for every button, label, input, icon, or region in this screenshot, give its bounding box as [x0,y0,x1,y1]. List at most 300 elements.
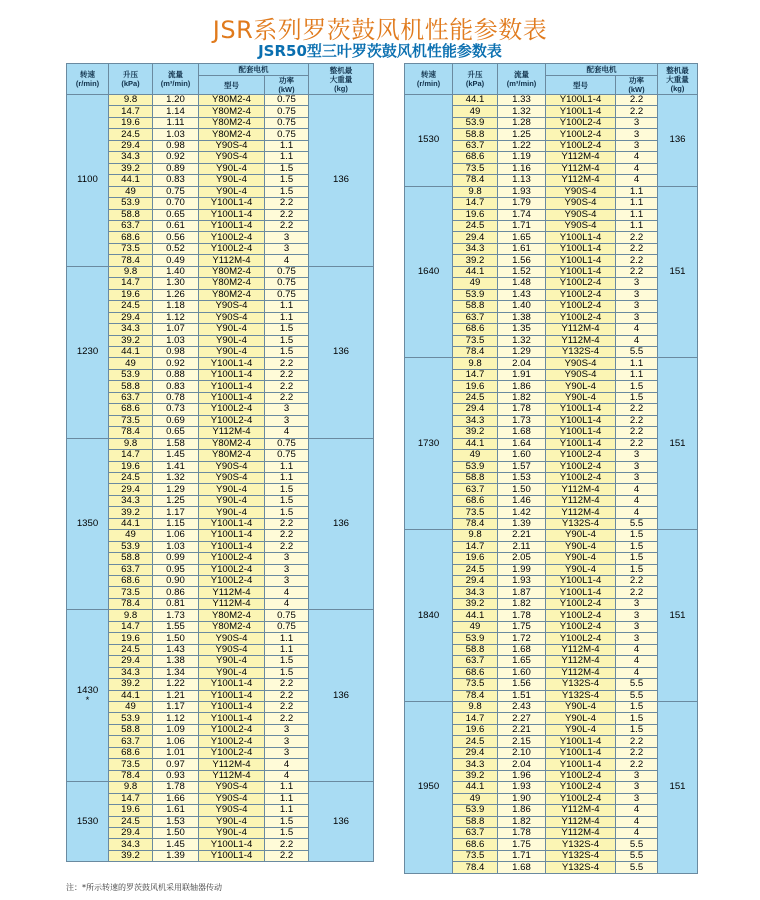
motor-power-cell: 1.1 [265,472,309,483]
pressure-cell: 34.3 [109,324,153,335]
pressure-cell: 24.5 [453,736,498,747]
motor-power-cell: 1.1 [265,633,309,644]
motor-power-cell: 1.1 [265,644,309,655]
motor-power-cell: 3 [265,243,309,254]
motor-model-cell: Y100L2-4 [546,793,616,804]
motor-power-cell: 1.5 [265,667,309,678]
motor-model-cell: Y100L2-4 [546,450,616,461]
flow-cell: 1.53 [498,472,546,483]
flow-cell: 1.78 [498,828,546,839]
motor-power-cell: 4 [265,427,309,438]
table-row [67,438,374,449]
motor-model-cell: Y132S-4 [546,839,616,850]
motor-power-cell: 3 [265,232,309,243]
pressure-cell: 63.7 [109,392,153,403]
motor-model-cell: Y90S-4 [546,198,616,209]
flow-cell: 1.71 [498,220,546,231]
motor-model-cell: Y112M-4 [546,152,616,163]
flow-cell: 1.65 [498,232,546,243]
flow-cell: 0.83 [153,175,199,186]
flow-cell: 1.60 [498,667,546,678]
pressure-cell: 44.1 [109,690,153,701]
pressure-cell: 58.8 [453,816,498,827]
motor-model-cell: Y100L1-4 [199,392,265,403]
motor-model-cell: Y100L2-4 [199,415,265,426]
motor-model-cell: Y112M-4 [546,324,616,335]
pressure-cell: 78.4 [453,690,498,701]
motor-power-cell: 1.5 [265,163,309,174]
pressure-cell: 68.6 [109,232,153,243]
header-pressure: 升压 (kPa) [109,64,153,95]
motor-model-cell: Y132S-4 [546,679,616,690]
motor-model-cell: Y100L2-4 [546,633,616,644]
pressure-cell: 78.4 [109,598,153,609]
pressure-cell: 39.2 [109,850,153,861]
table-body-left [67,95,374,862]
motor-power-cell: 1.1 [616,358,658,369]
motor-power-cell: 1.5 [265,346,309,357]
motor-power-cell: 1.5 [265,484,309,495]
header-speed: 转速 (r/min) [405,64,453,95]
flow-cell: 1.17 [153,507,199,518]
motor-model-cell: Y100L2-4 [546,610,616,621]
pressure-cell: 53.9 [109,713,153,724]
motor-power-cell: 2.2 [616,243,658,254]
motor-power-cell: 2.2 [616,747,658,758]
flow-cell: 1.40 [153,266,199,277]
pressure-cell: 73.5 [453,679,498,690]
flow-cell: 1.11 [153,117,199,128]
motor-model-cell: Y100L1-4 [199,381,265,392]
motor-model-cell: Y112M-4 [546,335,616,346]
motor-model-cell: Y100L1-4 [546,255,616,266]
flow-cell: 1.45 [153,839,199,850]
flow-cell: 1.06 [153,530,199,541]
motor-power-cell: 0.75 [265,278,309,289]
flow-cell: 1.43 [498,289,546,300]
flow-cell: 1.38 [498,312,546,323]
flow-cell: 1.14 [153,106,199,117]
flow-cell: 1.68 [498,862,546,873]
flow-cell: 1.01 [153,747,199,758]
motor-power-cell: 1.1 [265,140,309,151]
flow-cell: 1.38 [153,656,199,667]
motor-power-cell: 1.1 [616,369,658,380]
pressure-cell: 44.1 [109,346,153,357]
motor-model-cell: Y80M2-4 [199,610,265,621]
motor-model-cell: Y112M-4 [199,759,265,770]
header-model: 型号 [546,76,616,95]
motor-power-cell: 3 [616,782,658,793]
motor-power-cell: 3 [616,312,658,323]
flow-cell: 1.78 [153,782,199,793]
motor-model-cell: Y100L2-4 [546,472,616,483]
pressure-cell: 78.4 [453,175,498,186]
flow-cell: 2.05 [498,553,546,564]
motor-model-cell: Y100L1-4 [199,220,265,231]
flow-cell: 1.61 [153,805,199,816]
motor-power-cell: 4 [265,770,309,781]
motor-power-cell: 4 [616,507,658,518]
flow-cell: 0.99 [153,553,199,564]
pressure-cell: 68.6 [109,747,153,758]
motor-model-cell: Y100L2-4 [199,747,265,758]
motor-power-cell: 3 [616,450,658,461]
motor-power-cell: 4 [265,587,309,598]
motor-power-cell: 3 [616,129,658,140]
flow-cell: 0.92 [153,358,199,369]
flow-cell: 1.30 [153,278,199,289]
pressure-cell: 73.5 [109,587,153,598]
motor-model-cell: Y100L2-4 [199,553,265,564]
motor-model-cell: Y100L1-4 [546,759,616,770]
flow-cell: 1.42 [498,507,546,518]
motor-power-cell: 3 [265,747,309,758]
flow-cell: 1.56 [498,255,546,266]
pressure-cell: 44.1 [109,518,153,529]
pressure-cell: 49 [109,358,153,369]
flow-cell: 0.86 [153,587,199,598]
motor-power-cell: 4 [616,656,658,667]
flow-cell: 1.19 [498,152,546,163]
motor-power-cell: 1.1 [265,301,309,312]
pressure-cell: 19.6 [453,724,498,735]
motor-power-cell: 2.2 [265,541,309,552]
motor-model-cell: Y100L2-4 [546,598,616,609]
flow-cell: 1.32 [153,472,199,483]
motor-model-cell: Y90L-4 [199,828,265,839]
pressure-cell: 29.4 [109,828,153,839]
motor-power-cell: 2.2 [265,381,309,392]
pressure-cell: 78.4 [109,427,153,438]
motor-power-cell: 0.75 [265,438,309,449]
motor-model-cell: Y112M-4 [546,667,616,678]
motor-model-cell: Y100L1-4 [199,209,265,220]
pressure-cell: 14.7 [109,621,153,632]
motor-power-cell: 5.5 [616,862,658,873]
motor-power-cell: 4 [616,805,658,816]
pressure-cell: 68.6 [453,495,498,506]
pressure-cell: 58.8 [453,472,498,483]
motor-power-cell: 3 [616,621,658,632]
table-row [405,358,698,369]
motor-power-cell: 3 [616,461,658,472]
motor-model-cell: Y100L1-4 [199,518,265,529]
spec-table-right [404,63,698,874]
flow-cell: 1.03 [153,541,199,552]
pressure-cell: 68.6 [453,324,498,335]
weight-cell: 151 [658,530,698,702]
motor-model-cell: Y100L1-4 [199,679,265,690]
pressure-cell: 44.1 [109,175,153,186]
pressure-cell: 9.8 [109,266,153,277]
motor-model-cell: Y90S-4 [199,312,265,323]
flow-cell: 1.51 [498,690,546,701]
pressure-cell: 9.8 [109,95,153,106]
motor-power-cell: 2.2 [616,106,658,117]
header-weight: 整机最 大重量 (kg) [309,64,374,95]
table-row [405,702,698,713]
pressure-cell: 73.5 [453,163,498,174]
motor-power-cell: 2.2 [616,587,658,598]
motor-power-cell: 1.5 [265,495,309,506]
flow-cell: 1.71 [498,850,546,861]
speed-cell: 1950 [405,702,453,874]
pressure-cell: 19.6 [453,209,498,220]
pressure-cell: 39.2 [109,507,153,518]
pressure-cell: 63.7 [453,312,498,323]
motor-power-cell: 2.2 [265,369,309,380]
pressure-cell: 39.2 [109,163,153,174]
flow-cell: 2.04 [498,759,546,770]
flow-cell: 1.03 [153,129,199,140]
motor-model-cell: Y100L2-4 [199,736,265,747]
motor-power-cell: 1.1 [616,220,658,231]
motor-model-cell: Y112M-4 [199,770,265,781]
motor-power-cell: 3 [616,140,658,151]
flow-cell: 0.61 [153,220,199,231]
flow-cell: 1.72 [498,633,546,644]
pressure-cell: 53.9 [453,805,498,816]
flow-cell: 1.93 [498,782,546,793]
motor-model-cell: Y100L2-4 [546,461,616,472]
flow-cell: 1.68 [498,644,546,655]
flow-cell: 0.88 [153,369,199,380]
motor-model-cell: Y132S-4 [546,850,616,861]
pressure-cell: 24.5 [109,301,153,312]
motor-power-cell: 0.75 [265,117,309,128]
motor-power-cell: 5.5 [616,346,658,357]
pressure-cell: 49 [109,186,153,197]
weight-cell: 136 [309,266,374,438]
motor-model-cell: Y112M-4 [546,805,616,816]
flow-cell: 1.45 [153,450,199,461]
motor-model-cell: Y112M-4 [546,507,616,518]
motor-model-cell: Y80M2-4 [199,450,265,461]
motor-model-cell: Y112M-4 [199,255,265,266]
motor-model-cell: Y100L2-4 [199,404,265,415]
motor-power-cell: 5.5 [616,850,658,861]
motor-model-cell: Y90S-4 [199,782,265,793]
flow-cell: 1.55 [153,621,199,632]
flow-cell: 2.27 [498,713,546,724]
motor-power-cell: 2.2 [265,839,309,850]
motor-model-cell: Y90S-4 [199,472,265,483]
motor-power-cell: 0.75 [265,129,309,140]
motor-power-cell: 3 [616,793,658,804]
spec-table-left [66,63,374,862]
flow-cell: 1.61 [498,243,546,254]
motor-model-cell: Y112M-4 [546,828,616,839]
motor-model-cell: Y100L1-4 [546,404,616,415]
motor-power-cell: 4 [616,163,658,174]
motor-model-cell: Y100L1-4 [546,427,616,438]
flow-cell: 1.52 [498,266,546,277]
motor-power-cell: 4 [616,644,658,655]
motor-power-cell: 2.2 [616,576,658,587]
flow-cell: 1.64 [498,438,546,449]
header-motor: 配套电机 [546,64,658,76]
speed-cell: 1530 [67,782,109,862]
flow-cell: 1.29 [153,484,199,495]
flow-cell: 1.13 [498,175,546,186]
weight-cell: 151 [658,186,698,358]
pressure-cell: 34.3 [109,667,153,678]
flow-cell: 1.79 [498,198,546,209]
motor-model-cell: Y90L-4 [546,564,616,575]
motor-model-cell: Y112M-4 [546,816,616,827]
motor-model-cell: Y90L-4 [546,702,616,713]
weight-cell: 136 [309,95,374,267]
pressure-cell: 24.5 [109,644,153,655]
pressure-cell: 24.5 [109,129,153,140]
motor-power-cell: 1.1 [265,793,309,804]
motor-power-cell: 2.2 [616,232,658,243]
header-motor: 配套电机 [199,64,309,76]
pressure-cell: 73.5 [453,850,498,861]
motor-model-cell: Y80M2-4 [199,106,265,117]
flow-cell: 0.90 [153,576,199,587]
pressure-cell: 39.2 [453,255,498,266]
flow-cell: 1.39 [498,518,546,529]
motor-model-cell: Y90L-4 [546,553,616,564]
pressure-cell: 29.4 [109,312,153,323]
motor-model-cell: Y90S-4 [199,301,265,312]
speed-cell: 1230 [67,266,109,438]
flow-cell: 0.97 [153,759,199,770]
motor-power-cell: 2.2 [616,266,658,277]
pressure-cell: 53.9 [109,198,153,209]
pressure-cell: 73.5 [109,243,153,254]
motor-power-cell: 2.2 [616,736,658,747]
motor-power-cell: 3 [616,278,658,289]
header-weight: 整机最 大重量 (kg) [658,64,698,95]
pressure-cell: 53.9 [453,633,498,644]
flow-cell: 1.29 [498,346,546,357]
motor-power-cell: 0.75 [265,95,309,106]
weight-cell: 136 [658,95,698,187]
motor-model-cell: Y100L1-4 [546,736,616,747]
flow-cell: 1.03 [153,335,199,346]
motor-model-cell: Y80M2-4 [199,278,265,289]
motor-power-cell: 1.5 [616,564,658,575]
flow-cell: 0.52 [153,243,199,254]
motor-model-cell: Y90L-4 [199,335,265,346]
flow-cell: 1.60 [498,450,546,461]
flow-cell: 1.39 [153,850,199,861]
flow-cell: 0.56 [153,232,199,243]
motor-power-cell: 4 [616,828,658,839]
motor-model-cell: Y90L-4 [199,186,265,197]
motor-model-cell: Y100L1-4 [546,266,616,277]
pressure-cell: 29.4 [453,404,498,415]
pressure-cell: 9.8 [453,530,498,541]
motor-model-cell: Y112M-4 [546,163,616,174]
motor-model-cell: Y100L2-4 [546,289,616,300]
pressure-cell: 53.9 [109,541,153,552]
pressure-cell: 14.7 [453,198,498,209]
motor-model-cell: Y100L1-4 [199,530,265,541]
pressure-cell: 58.8 [453,129,498,140]
flow-cell: 1.78 [498,404,546,415]
motor-model-cell: Y100L2-4 [199,724,265,735]
motor-model-cell: Y100L1-4 [546,576,616,587]
header-flow: 流量 (m³/min) [153,64,199,95]
pressure-cell: 73.5 [109,759,153,770]
motor-model-cell: Y90L-4 [546,541,616,552]
flow-cell: 1.22 [498,140,546,151]
motor-model-cell: Y90L-4 [199,507,265,518]
motor-power-cell: 1.1 [616,186,658,197]
flow-cell: 2.21 [498,530,546,541]
motor-power-cell: 4 [265,759,309,770]
motor-model-cell: Y80M2-4 [199,438,265,449]
speed-cell: 1840 [405,530,453,702]
flow-cell: 1.12 [153,312,199,323]
motor-power-cell: 2.2 [616,95,658,106]
pressure-cell: 19.6 [453,381,498,392]
pressure-cell: 24.5 [453,564,498,575]
motor-power-cell: 1.5 [616,553,658,564]
motor-model-cell: Y100L2-4 [546,278,616,289]
motor-model-cell: Y90S-4 [546,209,616,220]
motor-model-cell: Y90L-4 [199,667,265,678]
pressure-cell: 49 [109,530,153,541]
flow-cell: 0.75 [153,186,199,197]
flow-cell: 1.18 [153,301,199,312]
flow-cell: 1.65 [498,656,546,667]
pressure-cell: 53.9 [453,117,498,128]
motor-model-cell: Y90L-4 [199,324,265,335]
motor-power-cell: 3 [616,472,658,483]
flow-cell: 1.50 [153,633,199,644]
pressure-cell: 19.6 [109,289,153,300]
motor-model-cell: Y100L2-4 [199,243,265,254]
motor-model-cell: Y90L-4 [546,392,616,403]
flow-cell: 1.75 [498,839,546,850]
flow-cell: 0.65 [153,209,199,220]
motor-model-cell: Y100L2-4 [199,576,265,587]
pressure-cell: 9.8 [453,702,498,713]
motor-model-cell: Y90L-4 [199,816,265,827]
pressure-cell: 24.5 [109,816,153,827]
pressure-cell: 24.5 [453,220,498,231]
motor-power-cell: 2.2 [265,690,309,701]
flow-cell: 1.90 [498,793,546,804]
pressure-cell: 9.8 [109,438,153,449]
flow-cell: 1.87 [498,587,546,598]
pressure-cell: 63.7 [109,736,153,747]
motor-power-cell: 3 [265,415,309,426]
pressure-cell: 39.2 [453,427,498,438]
motor-model-cell: Y90S-4 [199,461,265,472]
flow-cell: 1.93 [498,576,546,587]
motor-power-cell: 1.1 [616,209,658,220]
motor-power-cell: 1.5 [616,392,658,403]
pressure-cell: 49 [453,450,498,461]
motor-power-cell: 2.2 [616,759,658,770]
pressure-cell: 24.5 [453,392,498,403]
pressure-cell: 24.5 [109,472,153,483]
flow-cell: 2.43 [498,702,546,713]
motor-power-cell: 4 [616,175,658,186]
flow-cell: 1.56 [498,679,546,690]
pressure-cell: 73.5 [453,507,498,518]
motor-power-cell: 2.2 [265,679,309,690]
pressure-cell: 63.7 [453,484,498,495]
motor-model-cell: Y100L2-4 [199,564,265,575]
weight-cell: 136 [309,782,374,862]
